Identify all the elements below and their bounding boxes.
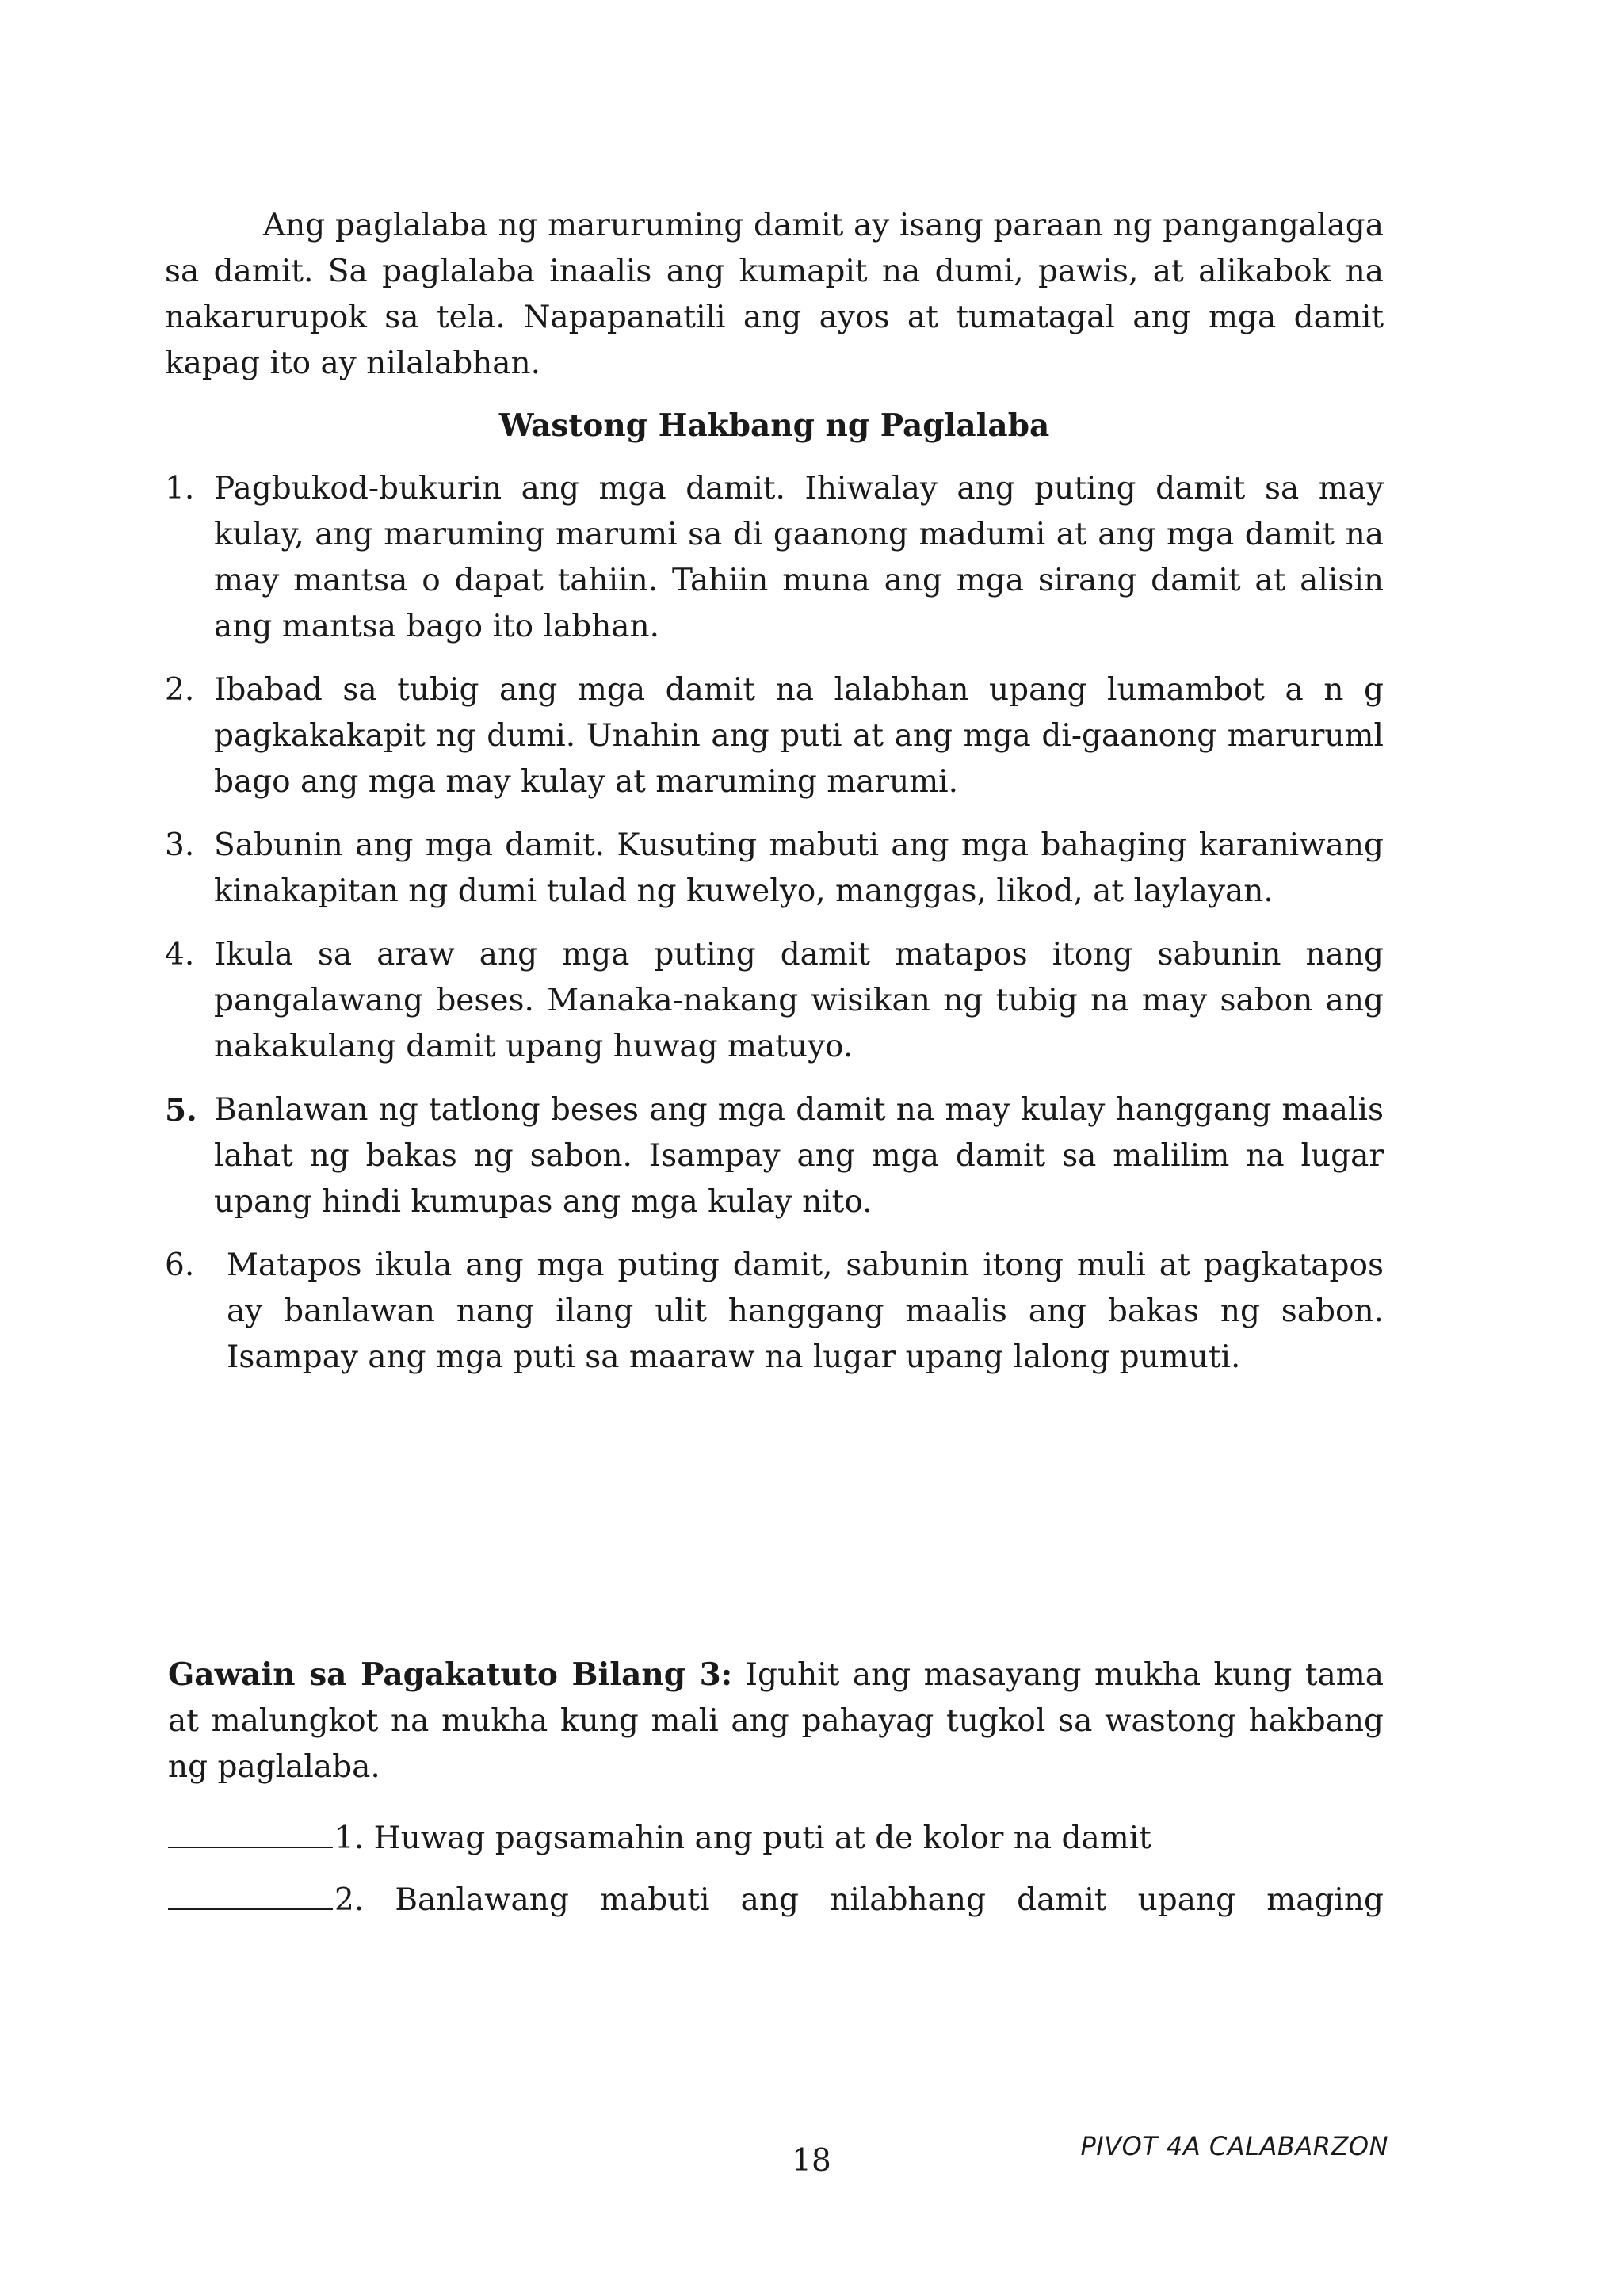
step-number: 6. <box>165 1247 195 1283</box>
answer-statement: 2. Banlawang mabuti ang nilabhang damit upang maging <box>334 1882 1384 1918</box>
step-text: Ikula sa araw ang mga puting damit matapos itong sabunin nang pangalawang beses. Manaka-nakang wisikan ng tubig na may sabon ang nakakulang damit upang huwag matuyo. <box>214 937 1384 1064</box>
step-number: 3. <box>165 827 195 863</box>
step-item <box>165 1087 1384 1225</box>
step-number: 4. <box>165 937 195 972</box>
answer-blank[interactable] <box>168 1815 333 1848</box>
step-text: Matapos ikula ang mga puting damit, sabunin itong muli at pagkatapos ay banlawan nang ilang ulit hanggang maalis ang bakas ng sabon. Isampay ang mga puti sa maaraw na lugar upang lalong pumuti. <box>227 1247 1384 1375</box>
step-number: 2. <box>165 672 195 708</box>
step-number: 5. <box>165 1092 197 1129</box>
step-text: Banlawan ng tatlong beses ang mga damit na may kulay hanggang maalis lahat ng bakas ng sabon. Isampay ang mga damit sa malilim na lugar upang hindi kumupas ang mga kulay nito. <box>214 1092 1384 1220</box>
step-text: Pagbukod-bukurin ang mga damit. Ihiwalay ang puting damit sa may kulay, ang maruming marumi sa di gaanong madumi at ang mga damit na may mantsa o dapat tahiin. Tahiin muna ang mga sirang damit at alisin ang mantsa bago ito labhan. <box>214 471 1384 644</box>
answer-row <box>168 1815 1384 1862</box>
step-number: 1. <box>165 471 195 506</box>
steps-list <box>165 466 1384 1398</box>
activity-title: Gawain sa Pagakatuto Bilang 3: <box>168 1656 733 1693</box>
step-text: Ibabad sa tubig ang mga damit na lalabhan upang lumambot a n g pagkakakapit ng dumi. Unahin ang puti at ang mga di-gaanong maruruml bago ang mga may kulay at maruming marumi. <box>214 672 1384 800</box>
page-number: 18 <box>792 2143 831 2179</box>
step-item <box>165 823 1384 915</box>
step-item <box>165 932 1384 1070</box>
step-text: Sabunin ang mga damit. Kusuting mabuti ang mga bahaging karaniwang kinakapitan ng dumi tulad ng kuwelyo, manggas, likod, at laylayan. <box>214 827 1384 909</box>
section-heading: Wastong Hakbang ng Paglalaba <box>498 407 1050 444</box>
activity-instruction-text: Iguhit ang masayang mukha kung tama at malungkot na mukha kung mali ang pahayag tugkol sa wastong hakbang ng paglalaba. <box>168 1657 1384 1785</box>
intro-paragraph: Ang paglalaba ng maruruming damit ay isang paraan ng pangangalaga sa damit. Sa paglalaba inaalis ang kumapit na dumi, pawis, at alikabok na nakarurupok sa tela. Napapanatili ang ayos at tumatagal ang mga damit kapag ito ay nilalabhan. <box>165 208 1384 381</box>
answer-blank[interactable] <box>168 1877 333 1910</box>
answer-statement: 1. Huwag pagsamahin ang puti at de kolor na damit <box>334 1820 1151 1856</box>
step-item <box>165 466 1384 650</box>
step-item <box>165 667 1384 805</box>
footer-label: PIVOT 4A CALABARZON <box>1080 2131 1388 2161</box>
answer-row <box>168 1877 1384 1924</box>
activity-instructions <box>168 1652 1384 1790</box>
step-item <box>165 1243 1384 1381</box>
